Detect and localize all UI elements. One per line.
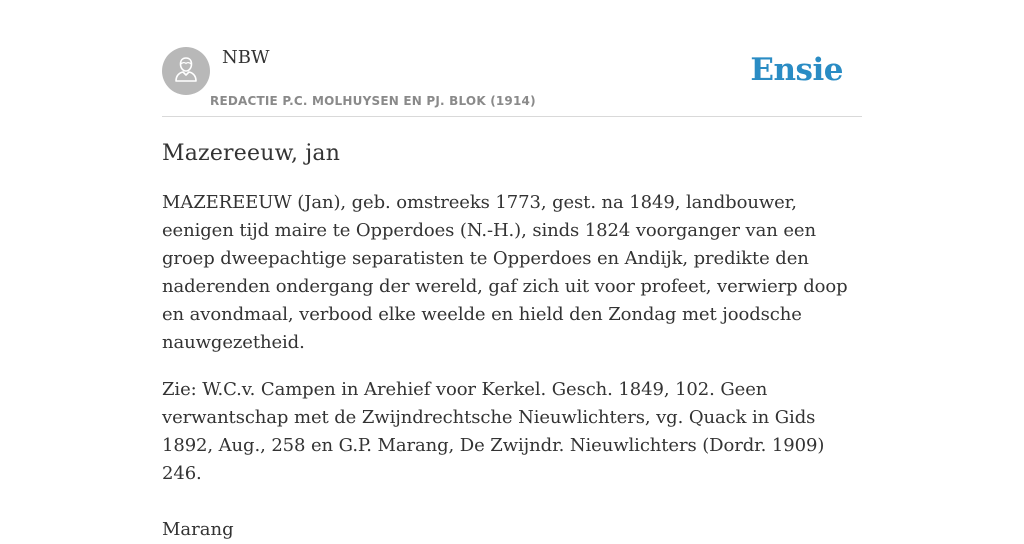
- article-paragraph: Zie: W.C.v. Campen in Arehief voor Kerkel. Gesch. 1849, 102. Geen verwantschap met de Zwijndrechtsche Nieuwlichters, vg. Quack in Gids 1892, Aug., 258 en G.P. Marang, De Zwijndr. Nieuwlichters (Dordr. 1909) 246.: [162, 379, 825, 484]
- source-header: [162, 0, 862, 117]
- source-name[interactable]: NBW: [222, 47, 270, 68]
- source-subtitle: REDACTIE P.C. MOLHUYSEN EN PJ. BLOK (1914): [210, 94, 536, 108]
- user-icon: [172, 54, 200, 89]
- article: [162, 138, 862, 544]
- article-paragraph: MAZEREEUW (Jan), geb. omstreeks 1773, gest. na 1849, landbouwer, eenigen tijd maire te Opperdoes (N.-H.), sinds 1824 voorganger van een groep dweepachtige separatisten te Opperdoes en Andijk, predikte den naderenden ondergang der wereld, gaf zich uit voor profeet, verwierp doop en avondmaal, verbood elke weelde en hield den Zondag met joodsche nauwgezetheid.: [162, 192, 848, 353]
- article-title: Mazereeuw, jan: [162, 141, 341, 166]
- ensie-logo[interactable]: Ensie: [750, 52, 843, 88]
- avatar[interactable]: [162, 47, 210, 95]
- article-author: Marang: [162, 519, 234, 540]
